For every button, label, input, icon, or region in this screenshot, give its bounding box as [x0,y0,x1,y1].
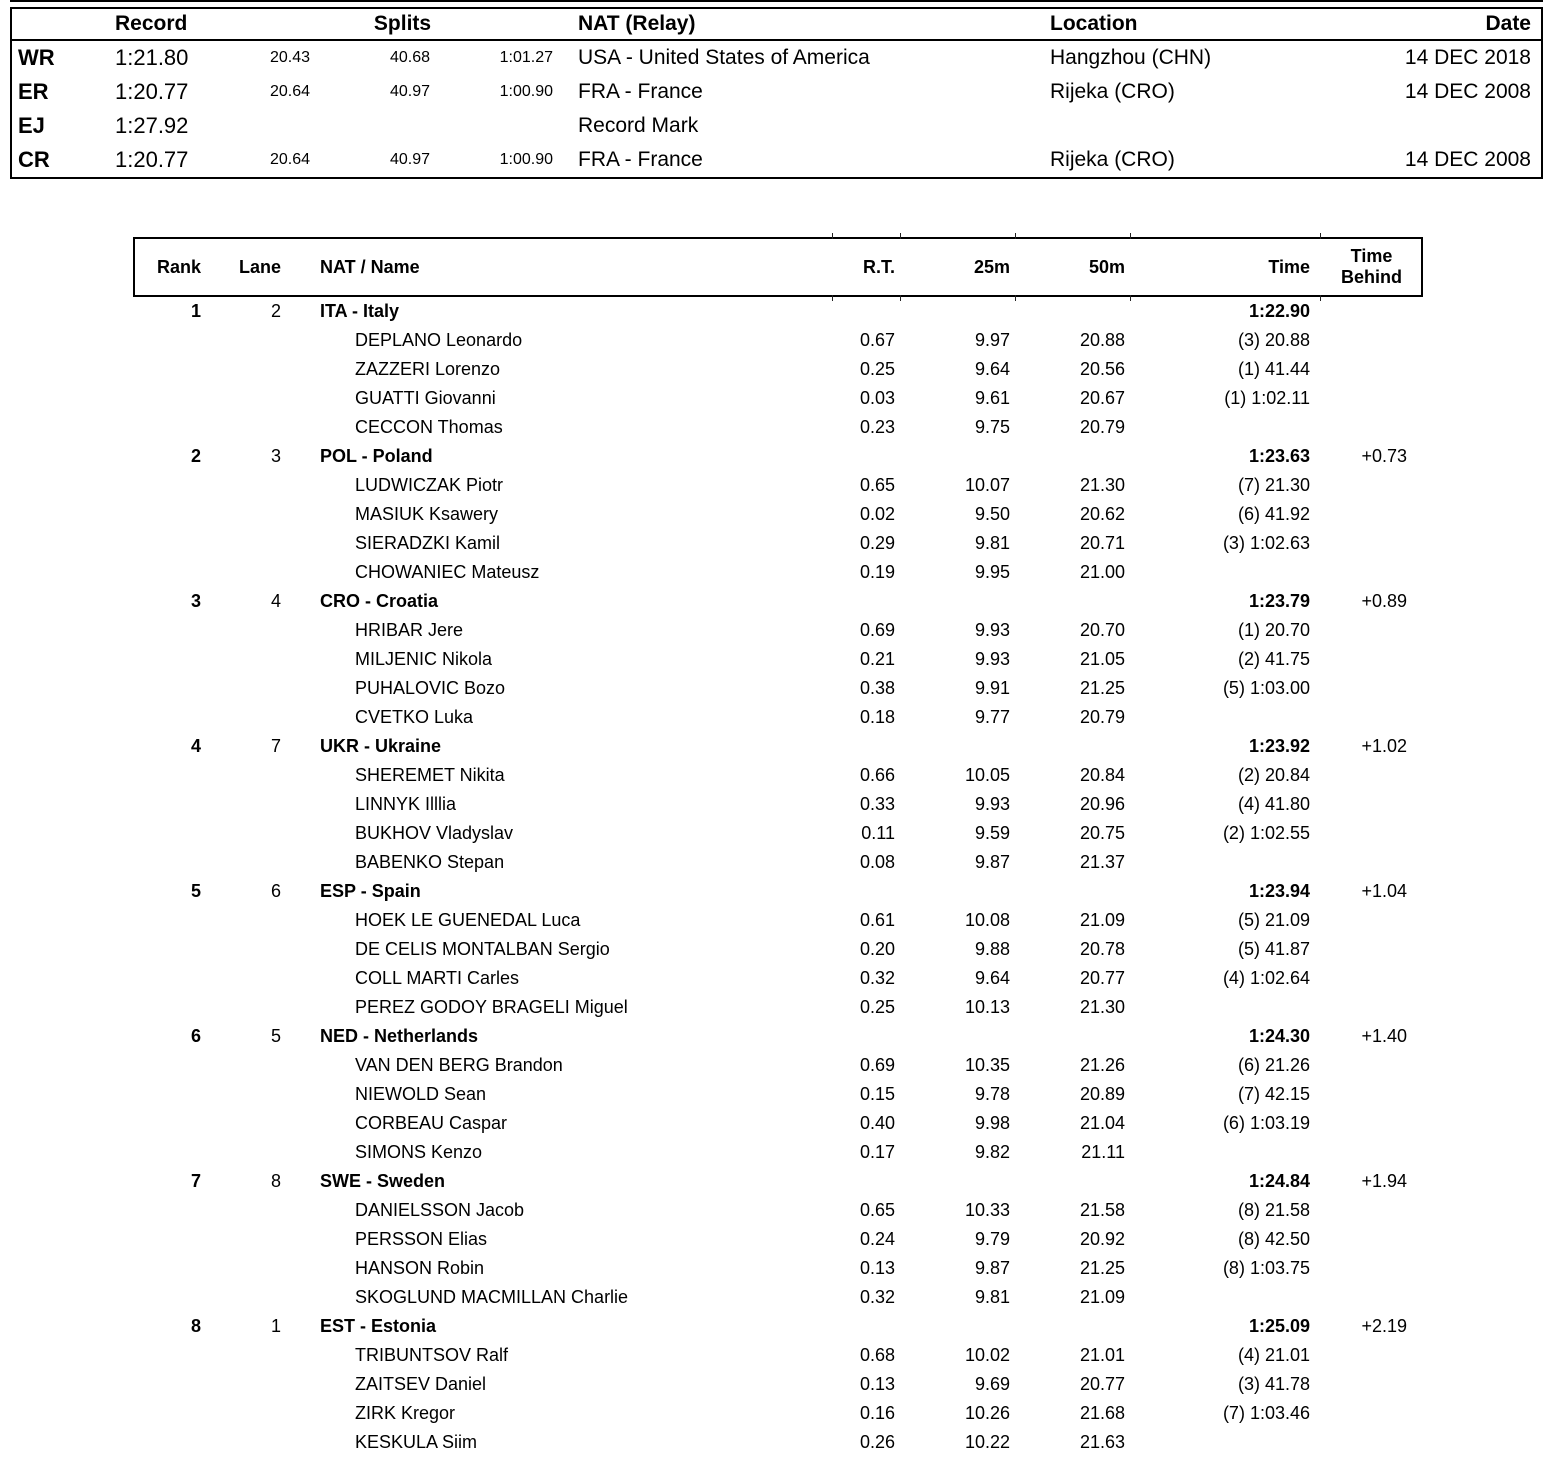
swimmer-name-cell: SIERADZKI Kamil [355,533,501,553]
team-lane-cell: 8 [270,1171,281,1191]
swimmer-25m-cell: 9.82 [974,1142,1010,1162]
team-row [133,1312,1423,1341]
team-row [133,297,1423,326]
record-row [12,143,1541,177]
team-time-cell: 1:24.30 [1248,1026,1310,1046]
swimmer-row [133,471,1423,500]
swimmer-row [133,529,1423,558]
swimmer-rt-cell: 0.32 [859,1287,895,1307]
results-header-50m: 50m [1088,256,1125,277]
team-rank-cell: 5 [190,881,201,901]
swimmer-name-cell: CECCON Thomas [355,417,503,437]
swimmer-50m-cell: 21.58 [1079,1200,1125,1220]
page-top-rule [10,0,1543,2]
team-name-cell: EST - Estonia [320,1316,437,1336]
results-header-time-behind [1320,246,1423,287]
swimmer-25m-cell: 9.98 [974,1113,1010,1133]
results-header-name: NAT / Name [320,256,420,277]
team-rank-cell: 3 [190,591,201,611]
swimmer-name-cell: VAN DEN BERG Brandon [355,1055,563,1075]
record-row [12,75,1541,109]
team-time-behind-cell: +2.19 [1361,1316,1407,1336]
records-body [12,41,1541,177]
swimmer-cumulative-split-cell: (1) 20.70 [1237,620,1310,640]
swimmer-row [133,1283,1423,1312]
swimmer-25m-cell: 9.81 [974,533,1010,553]
record-nat-cell: USA - United States of America [578,46,870,69]
swimmer-row [133,993,1423,1022]
swimmer-row [133,413,1423,442]
record-split3-cell: 1:00.90 [499,83,553,100]
record-row [12,41,1541,75]
record-date-cell: 14 DEC 2008 [1404,80,1531,103]
swimmer-25m-cell: 10.13 [964,997,1010,1017]
swimmer-row [133,790,1423,819]
column-divider-tick [1015,233,1016,239]
swimmer-rt-cell: 0.66 [859,765,895,785]
results-header-rank: Rank [156,256,201,277]
swimmer-25m-cell: 10.26 [964,1403,1010,1423]
team-rank-cell: 7 [190,1171,201,1191]
swimmer-row [133,1370,1423,1399]
swimmer-50m-cell: 21.05 [1079,649,1125,669]
swimmer-row [133,1254,1423,1283]
results-header-rt: R.T. [862,256,895,277]
record-label-cell: ER [18,79,49,104]
record-split3-cell: 1:00.90 [499,151,553,168]
team-name-cell: UKR - Ukraine [320,736,442,756]
swimmer-50m-cell: 21.11 [1081,1142,1125,1162]
swimmer-rt-cell: 0.16 [859,1403,895,1423]
record-row [12,109,1541,143]
swimmer-cumulative-split-cell: (5) 21.09 [1237,910,1310,930]
swimmer-row [133,355,1423,384]
swimmer-cumulative-split-cell: (4) 1:02.64 [1222,968,1310,988]
team-lane-cell: 1 [270,1316,281,1336]
swimmer-rt-cell: 0.17 [859,1142,895,1162]
swimmer-name-cell: PEREZ GODOY BRAGELI Miguel [355,997,628,1017]
team-time-behind-cell: +0.89 [1361,591,1407,611]
swimmer-50m-cell: 21.30 [1079,475,1125,495]
column-divider-tick [832,233,833,239]
swimmer-25m-cell: 9.95 [974,562,1010,582]
swimmer-cumulative-split-cell: (4) 21.01 [1237,1345,1310,1365]
team-time-behind-cell: +1.04 [1361,881,1407,901]
swimmer-row [133,645,1423,674]
swimmer-rt-cell: 0.65 [859,475,895,495]
swimmer-name-cell: SIMONS Kenzo [355,1142,483,1162]
swimmer-rt-cell: 0.24 [859,1229,895,1249]
column-divider-tick [1320,233,1321,239]
swimmer-50m-cell: 20.70 [1079,620,1125,640]
swimmer-row [133,558,1423,587]
swimmer-rt-cell: 0.21 [859,649,895,669]
swimmer-row [133,848,1423,877]
swimmer-50m-cell: 20.88 [1079,330,1125,350]
team-lane-cell: 4 [270,591,281,611]
record-split2-cell: 40.97 [389,83,430,100]
swimmer-25m-cell: 10.05 [964,765,1010,785]
record-date-cell: 14 DEC 2008 [1404,148,1531,171]
swimmer-50m-cell: 20.84 [1079,765,1125,785]
swimmer-cumulative-split-cell: (8) 1:03.75 [1222,1258,1310,1278]
swimmer-name-cell: LINNYK Illlia [355,794,457,814]
record-time-cell: 1:20.77 [115,79,189,104]
team-row [133,732,1423,761]
swimmer-name-cell: NIEWOLD Sean [355,1084,487,1104]
swimmer-name-cell: DE CELIS MONTALBAN Sergio [355,939,610,959]
swimmer-50m-cell: 21.00 [1079,562,1125,582]
swimmer-name-cell: BUKHOV Vladyslav [355,823,514,843]
team-rank-cell: 1 [190,301,201,321]
swimmer-cumulative-split-cell: (6) 1:03.19 [1222,1113,1310,1133]
swimmer-cumulative-split-cell: (3) 1:02.63 [1222,533,1310,553]
swimmer-25m-cell: 10.22 [964,1432,1010,1452]
records-header-splits: Splits [373,12,432,35]
swimmer-rt-cell: 0.61 [859,910,895,930]
swimmer-50m-cell: 21.09 [1079,910,1125,930]
swimmer-row [133,761,1423,790]
swimmer-cumulative-split-cell: (7) 1:03.46 [1222,1403,1310,1423]
team-name-cell: POL - Poland [320,446,433,466]
swimmer-50m-cell: 21.01 [1079,1345,1125,1365]
swimmer-name-cell: ZAZZERI Lorenzo [355,359,501,379]
swimmer-25m-cell: 9.78 [974,1084,1010,1104]
swimmer-name-cell: BABENKO Stepan [355,852,505,872]
swimmer-50m-cell: 20.89 [1079,1084,1125,1104]
swimmer-row [133,1341,1423,1370]
column-divider-tick [1130,233,1131,239]
swimmer-row [133,1051,1423,1080]
team-rank-cell: 4 [190,736,201,756]
swimmer-name-cell: ZAITSEV Daniel [355,1374,487,1394]
record-split1-cell: 20.64 [269,151,310,168]
swimmer-cumulative-split-cell: (3) 20.88 [1237,330,1310,350]
swimmer-25m-cell: 9.69 [974,1374,1010,1394]
team-lane-cell: 6 [270,881,281,901]
record-location-cell: Rijeka (CRO) [1050,148,1175,171]
team-time-behind-cell: +1.40 [1361,1026,1407,1046]
team-time-cell: 1:24.84 [1248,1171,1310,1191]
swimmer-25m-cell: 9.81 [974,1287,1010,1307]
team-lane-cell: 7 [270,736,281,756]
swimmer-rt-cell: 0.33 [859,794,895,814]
swimmer-50m-cell: 21.04 [1079,1113,1125,1133]
swimmer-cumulative-split-cell: (2) 41.75 [1237,649,1310,669]
swimmer-rt-cell: 0.67 [859,330,895,350]
team-time-cell: 1:22.90 [1248,301,1310,321]
swimmer-50m-cell: 20.78 [1079,939,1125,959]
swimmer-25m-cell: 10.08 [964,910,1010,930]
swimmer-25m-cell: 9.87 [974,1258,1010,1278]
record-split1-cell: 20.64 [269,83,310,100]
swimmer-50m-cell: 20.92 [1079,1229,1125,1249]
record-label-cell: CR [18,147,50,172]
swimmer-50m-cell: 20.96 [1079,794,1125,814]
swimmer-25m-cell: 10.02 [964,1345,1010,1365]
results-header-time-behind-line2: Behind [1341,267,1402,287]
team-rank-cell: 6 [190,1026,201,1046]
swimmer-cumulative-split-cell: (8) 42.50 [1237,1229,1310,1249]
swimmer-name-cell: HANSON Robin [355,1258,485,1278]
swimmer-row [133,964,1423,993]
swimmer-row [133,500,1423,529]
swimmer-25m-cell: 9.91 [974,678,1010,698]
swimmer-row [133,326,1423,355]
swimmer-rt-cell: 0.08 [859,852,895,872]
record-label-cell: WR [18,45,55,70]
swimmer-cumulative-split-cell: (7) 21.30 [1237,475,1310,495]
record-label-cell: EJ [18,113,45,138]
swimmer-row [133,1080,1423,1109]
swimmer-row [133,674,1423,703]
swimmer-25m-cell: 9.77 [974,707,1010,727]
swimmer-25m-cell: 9.93 [974,794,1010,814]
swimmer-25m-cell: 9.88 [974,939,1010,959]
swimmer-cumulative-split-cell: (4) 41.80 [1237,794,1310,814]
swimmer-row [133,616,1423,645]
swimmer-cumulative-split-cell: (8) 21.58 [1237,1200,1310,1220]
records-header-location: Location [1050,12,1138,35]
swimmer-50m-cell: 21.37 [1079,852,1125,872]
swimmer-name-cell: MILJENIC Nikola [355,649,493,669]
records-table [10,7,1543,179]
swimmer-row [133,819,1423,848]
swimmer-name-cell: LUDWICZAK Piotr [355,475,504,495]
swimmer-50m-cell: 20.67 [1079,388,1125,408]
swimmer-name-cell: SHEREMET Nikita [355,765,505,785]
records-header-record: Record [115,12,188,35]
swimmer-50m-cell: 20.56 [1079,359,1125,379]
swimmer-row [133,1138,1423,1167]
swimmer-row [133,935,1423,964]
swimmer-25m-cell: 9.79 [974,1229,1010,1249]
swimmer-row [133,703,1423,732]
team-time-behind-cell: +1.94 [1361,1171,1407,1191]
team-time-cell: 1:23.92 [1248,736,1310,756]
swimmer-rt-cell: 0.02 [859,504,895,524]
record-split1-cell: 20.43 [269,49,310,66]
swimmer-50m-cell: 20.62 [1079,504,1125,524]
swimmer-name-cell: KESKULA Siim [355,1432,478,1452]
swimmer-50m-cell: 20.79 [1079,417,1125,437]
team-time-cell: 1:23.94 [1248,881,1310,901]
swimmer-row [133,1109,1423,1138]
swimmer-name-cell: COLL MARTI Carles [355,968,520,988]
team-time-cell: 1:23.79 [1248,591,1310,611]
swimmer-name-cell: MASIUK Ksawery [355,504,499,524]
swimmer-cumulative-split-cell: (1) 1:02.11 [1224,388,1310,408]
swimmer-25m-cell: 9.64 [974,968,1010,988]
swimmer-name-cell: SKOGLUND MACMILLAN Charlie [355,1287,629,1307]
swimmer-25m-cell: 9.64 [974,359,1010,379]
swimmer-name-cell: HRIBAR Jere [355,620,464,640]
swimmer-rt-cell: 0.13 [859,1258,895,1278]
swimmer-50m-cell: 21.26 [1079,1055,1125,1075]
swimmer-cumulative-split-cell: (6) 21.26 [1237,1055,1310,1075]
swimmer-25m-cell: 10.07 [964,475,1010,495]
team-time-behind-cell: +1.02 [1361,736,1407,756]
swimmer-cumulative-split-cell: (5) 41.87 [1237,939,1310,959]
swimmer-25m-cell: 9.50 [974,504,1010,524]
swimmer-cumulative-split-cell: (5) 1:03.00 [1222,678,1310,698]
swimmer-name-cell: PUHALOVIC Bozo [355,678,506,698]
swimmer-50m-cell: 21.68 [1079,1403,1125,1423]
records-header-row [12,9,1541,41]
swimmer-cumulative-split-cell: (2) 20.84 [1237,765,1310,785]
swimmer-rt-cell: 0.19 [859,562,895,582]
team-row [133,442,1423,471]
swimmer-name-cell: GUATTI Giovanni [355,388,496,408]
swimmer-name-cell: CHOWANIEC Mateusz [355,562,540,582]
swimmer-rt-cell: 0.23 [859,417,895,437]
swimmer-rt-cell: 0.18 [859,707,895,727]
swimmer-name-cell: DANIELSSON Jacob [355,1200,525,1220]
swimmer-name-cell: TRIBUNTSOV Ralf [355,1345,509,1365]
swimmer-25m-cell: 9.87 [974,852,1010,872]
swimmer-name-cell: DEPLANO Leonardo [355,330,523,350]
swimmer-25m-cell: 10.33 [964,1200,1010,1220]
record-time-cell: 1:21.80 [115,45,189,70]
records-header-date: Date [1485,12,1531,35]
swimmer-row [133,906,1423,935]
swimmer-50m-cell: 20.77 [1079,968,1125,988]
team-name-cell: ITA - Italy [320,301,400,321]
team-rank-cell: 2 [190,446,201,466]
team-name-cell: SWE - Sweden [320,1171,446,1191]
swimmer-rt-cell: 0.40 [859,1113,895,1133]
swimmer-rt-cell: 0.20 [859,939,895,959]
team-lane-cell: 3 [270,446,281,466]
swimmer-rt-cell: 0.69 [859,1055,895,1075]
swimmer-rt-cell: 0.65 [859,1200,895,1220]
team-time-behind-cell: +0.73 [1361,446,1407,466]
team-rank-cell: 8 [190,1316,201,1336]
results-header-row [133,237,1423,297]
swimmer-cumulative-split-cell: (7) 42.15 [1237,1084,1310,1104]
swimmer-row [133,384,1423,413]
swimmer-rt-cell: 0.32 [859,968,895,988]
results-body [133,297,1423,1457]
swimmer-rt-cell: 0.38 [859,678,895,698]
swimmer-cumulative-split-cell: (1) 41.44 [1237,359,1310,379]
record-location-cell: Rijeka (CRO) [1050,80,1175,103]
record-nat-cell: FRA - France [578,148,703,171]
swimmer-25m-cell: 9.75 [974,417,1010,437]
swimmer-25m-cell: 10.35 [964,1055,1010,1075]
team-row [133,877,1423,906]
swimmer-cumulative-split-cell: (6) 41.92 [1237,504,1310,524]
swimmer-50m-cell: 21.63 [1079,1432,1125,1452]
records-header-nat: NAT (Relay) [578,12,696,35]
swimmer-rt-cell: 0.13 [859,1374,895,1394]
record-nat-cell: FRA - France [578,80,703,103]
swimmer-rt-cell: 0.29 [859,533,895,553]
team-name-cell: ESP - Spain [320,881,421,901]
swimmer-rt-cell: 0.25 [859,997,895,1017]
swimmer-cumulative-split-cell: (2) 1:02.55 [1222,823,1310,843]
swimmer-25m-cell: 9.93 [974,649,1010,669]
record-time-cell: 1:20.77 [115,147,189,172]
team-time-cell: 1:25.09 [1248,1316,1310,1336]
record-split3-cell: 1:01.27 [499,49,553,66]
team-lane-cell: 2 [270,301,281,321]
swimmer-row [133,1399,1423,1428]
team-row [133,1167,1423,1196]
swimmer-50m-cell: 21.09 [1079,1287,1125,1307]
swimmer-50m-cell: 20.75 [1079,823,1125,843]
record-location-cell: Hangzhou (CHN) [1050,46,1212,69]
swimmer-50m-cell: 21.25 [1079,1258,1125,1278]
swimmer-25m-cell: 9.59 [974,823,1010,843]
swimmer-50m-cell: 20.71 [1079,533,1125,553]
swimmer-name-cell: PERSSON Elias [355,1229,488,1249]
record-split2-cell: 40.97 [389,151,430,168]
swimmer-row [133,1428,1423,1457]
record-date-cell: 14 DEC 2018 [1404,46,1531,69]
record-time-cell: 1:27.92 [115,113,189,138]
team-time-cell: 1:23.63 [1248,446,1310,466]
swimmer-50m-cell: 21.30 [1079,997,1125,1017]
swimmer-name-cell: ZIRK Kregor [355,1403,456,1423]
team-name-cell: CRO - Croatia [320,591,439,611]
swimmer-row [133,1225,1423,1254]
swimmer-rt-cell: 0.25 [859,359,895,379]
swimmer-25m-cell: 9.97 [974,330,1010,350]
results-header-25m: 25m [973,256,1010,277]
swimmer-rt-cell: 0.15 [859,1084,895,1104]
team-name-cell: NED - Netherlands [320,1026,479,1046]
swimmer-rt-cell: 0.11 [861,823,895,843]
results-header-time: Time [1268,256,1310,277]
swimmer-50m-cell: 20.79 [1079,707,1125,727]
swimmer-50m-cell: 21.25 [1079,678,1125,698]
results-header-lane: Lane [238,256,281,277]
swimmer-name-cell: HOEK LE GUENEDAL Luca [355,910,581,930]
team-row [133,587,1423,616]
column-divider-tick [900,233,901,239]
swimmer-cumulative-split-cell: (3) 41.78 [1237,1374,1310,1394]
record-nat-cell: Record Mark [578,114,699,137]
swimmer-50m-cell: 20.77 [1079,1374,1125,1394]
swimmer-rt-cell: 0.26 [859,1432,895,1452]
swimmer-name-cell: CORBEAU Caspar [355,1113,508,1133]
swimmer-row [133,1196,1423,1225]
swimmer-name-cell: CVETKO Luka [355,707,474,727]
swimmer-25m-cell: 9.61 [974,388,1010,408]
swimmer-rt-cell: 0.03 [859,388,895,408]
team-row [133,1022,1423,1051]
swimmer-rt-cell: 0.69 [859,620,895,640]
team-lane-cell: 5 [270,1026,281,1046]
record-split2-cell: 40.68 [389,49,430,66]
results-header-time-behind-line1: Time [1350,246,1393,267]
swimmer-rt-cell: 0.68 [859,1345,895,1365]
swimmer-25m-cell: 9.93 [974,620,1010,640]
